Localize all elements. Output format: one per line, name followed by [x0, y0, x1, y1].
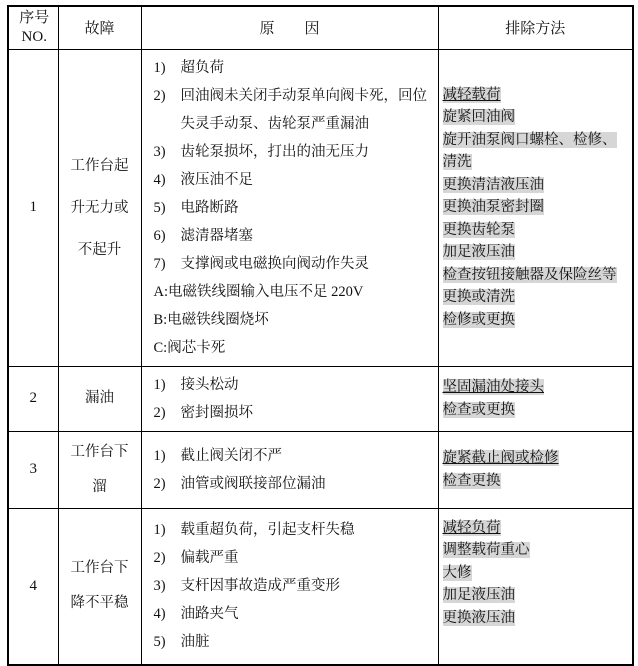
remedy-cell — [438, 366, 633, 431]
cause-number: 4) — [153, 606, 166, 623]
cause-number: 1) — [153, 59, 166, 76]
cause-number: 5) — [153, 199, 166, 216]
remedy-line — [443, 376, 630, 399]
cause-item — [154, 516, 432, 544]
cause-number: 1) — [153, 447, 166, 464]
cause-text: 密封圈损坏 — [180, 404, 253, 421]
remedy-line — [443, 447, 630, 470]
cause-item — [154, 222, 432, 250]
remedy-text: 更换或清洗 — [442, 289, 515, 306]
remedy-text: 旋紧截止阀或检修 — [442, 450, 559, 466]
cause-item — [154, 371, 432, 399]
remedy-text: 大修 — [442, 564, 472, 581]
cause-item — [154, 442, 432, 470]
header-cause: 原 因 — [141, 6, 438, 49]
cause-number: 2) — [153, 87, 166, 104]
remedy-line — [443, 106, 630, 129]
cause-item — [154, 138, 432, 166]
remedy-line — [443, 241, 630, 264]
table-row — [8, 508, 633, 665]
cause-number: 3) — [153, 143, 166, 160]
cause-item — [154, 166, 432, 194]
remedy-text: 减轻载荷 — [442, 86, 501, 103]
remedy-cell — [438, 49, 633, 366]
remedy-cell — [438, 508, 633, 665]
remedy-line — [443, 196, 630, 219]
cause-item — [154, 399, 432, 427]
header-no-label: 序号 — [19, 9, 50, 26]
remedy-line — [443, 584, 630, 607]
fault-cell — [58, 366, 141, 431]
fault-text: 工作台起 — [70, 157, 129, 174]
remedy-line — [443, 309, 630, 332]
cause-text: A:电磁铁线圈输入电压不足 220V — [153, 283, 364, 300]
cause-number: 6) — [153, 227, 166, 244]
remedy-text: 检查更换 — [442, 472, 501, 489]
remedy-text: 检查按钮接触器及保险丝等 — [442, 266, 617, 283]
cause-number: 1) — [153, 522, 166, 539]
header-row — [8, 6, 633, 49]
troubleshooting-table — [7, 5, 634, 666]
remedy-text: 更换液压油 — [442, 609, 515, 626]
fault-text: 降不平稳 — [70, 595, 129, 612]
cause-cell — [141, 49, 438, 366]
cause-text: 液压油不足 — [180, 171, 253, 188]
row-number-cell: 1 — [8, 49, 58, 366]
remedy-text: 加足液压油 — [442, 244, 515, 261]
cause-text: 滤清器堵塞 — [180, 227, 253, 244]
remedy-line — [443, 286, 630, 309]
cause-text: 截止阀关闭不严 — [180, 447, 282, 464]
cause-number: 4) — [153, 171, 166, 188]
fault-text: 工作台下 — [70, 443, 129, 460]
remedy-line — [443, 129, 630, 174]
cause-text: 油管或阀联接部位漏油 — [180, 475, 326, 492]
remedy-line — [443, 264, 630, 287]
remedy-text: 更换齿轮泵 — [442, 221, 515, 238]
remedy-text: 更换油泵密封圈 — [442, 199, 544, 216]
table-row — [8, 49, 633, 366]
remedy-text: 减轻负荷 — [442, 519, 501, 536]
cause-cell — [141, 366, 438, 431]
cause-number: 2) — [153, 550, 166, 567]
cause-text: 油脏 — [180, 634, 210, 651]
header-no — [8, 6, 58, 49]
table-body — [8, 49, 633, 665]
cause-item — [154, 572, 432, 600]
table-row — [8, 431, 633, 508]
cause-item — [154, 628, 432, 656]
cause-item — [154, 82, 432, 138]
remedy-line — [443, 399, 630, 422]
remedy-text: 旋紧回油阀 — [442, 109, 515, 126]
remedy-text: 更换清洁液压油 — [442, 176, 544, 193]
fault-cell — [58, 508, 141, 665]
row-number-cell: 2 — [8, 366, 58, 431]
fault-text: 溜 — [92, 478, 107, 495]
cause-item — [154, 544, 432, 572]
cause-text: 油路夹气 — [180, 606, 239, 623]
row-number-cell: 4 — [8, 508, 58, 665]
fault-cell — [58, 431, 141, 508]
cause-text: 齿轮泵损坏，打出的油无压力 — [180, 143, 369, 160]
table-row — [8, 366, 633, 431]
remedy-text: 坚固漏油处接头 — [442, 379, 544, 395]
fault-text: 工作台下 — [70, 560, 129, 577]
fault-text: 漏油 — [85, 390, 114, 406]
remedy-text: 旋开油泵阀口螺栓、检修、清洗 — [442, 131, 617, 171]
cause-text: B:电磁铁线圈烧坏 — [153, 311, 269, 328]
cause-item — [154, 470, 432, 498]
header-remedy: 排除方法 — [438, 6, 633, 49]
remedy-line — [443, 562, 630, 585]
cause-text: 超负荷 — [180, 59, 224, 76]
remedy-text: 加足液压油 — [442, 587, 515, 603]
cause-cell — [141, 431, 438, 508]
cause-number: 5) — [153, 634, 166, 651]
remedy-line — [443, 539, 630, 562]
cause-text: 电路断路 — [180, 199, 239, 216]
fault-text: 升无力或 — [70, 199, 129, 216]
cause-text: 载重超负荷，引起支杆失稳 — [180, 522, 355, 539]
remedy-line — [443, 470, 630, 493]
cause-item — [154, 194, 432, 222]
cause-text: 支撑阀或电磁换向阀动作失灵 — [180, 255, 369, 272]
header-fault: 故障 — [58, 6, 141, 49]
remedy-line — [443, 174, 630, 197]
remedy-text: 调整载荷重心 — [442, 542, 530, 558]
remedy-text: 检查或更换 — [442, 401, 515, 418]
remedy-text: 检修或更换 — [442, 311, 515, 328]
remedy-line — [443, 84, 630, 107]
fault-text: 不起升 — [77, 241, 122, 258]
cause-item — [154, 306, 432, 334]
table-header — [8, 6, 633, 49]
cause-item — [154, 250, 432, 278]
remedy-line — [443, 607, 630, 630]
remedy-line — [443, 517, 630, 540]
cause-item — [154, 600, 432, 628]
cause-number: 2) — [153, 404, 166, 421]
cause-number: 7) — [153, 255, 166, 272]
header-no-abbrev: NO. — [21, 28, 47, 45]
cause-number: 3) — [153, 578, 166, 595]
cause-text: C:阀芯卡死 — [153, 339, 226, 356]
cause-text: 支杆因事故造成严重变形 — [180, 578, 340, 595]
cause-number: 1) — [153, 376, 166, 393]
remedy-line — [443, 219, 630, 242]
row-number-cell: 3 — [8, 431, 58, 508]
cause-item — [154, 278, 432, 306]
remedy-cell — [438, 431, 633, 508]
cause-cell — [141, 508, 438, 665]
cause-text: 偏载严重 — [180, 550, 239, 567]
cause-text: 回油阀未关闭手动泵单向阀卡死，回位失灵手动泵、齿轮泵严重漏油 — [180, 87, 427, 132]
fault-cell — [58, 49, 141, 366]
cause-number: 2) — [153, 475, 166, 492]
cause-text: 接头松动 — [180, 376, 239, 393]
cause-item — [154, 54, 432, 82]
cause-item — [154, 334, 432, 362]
